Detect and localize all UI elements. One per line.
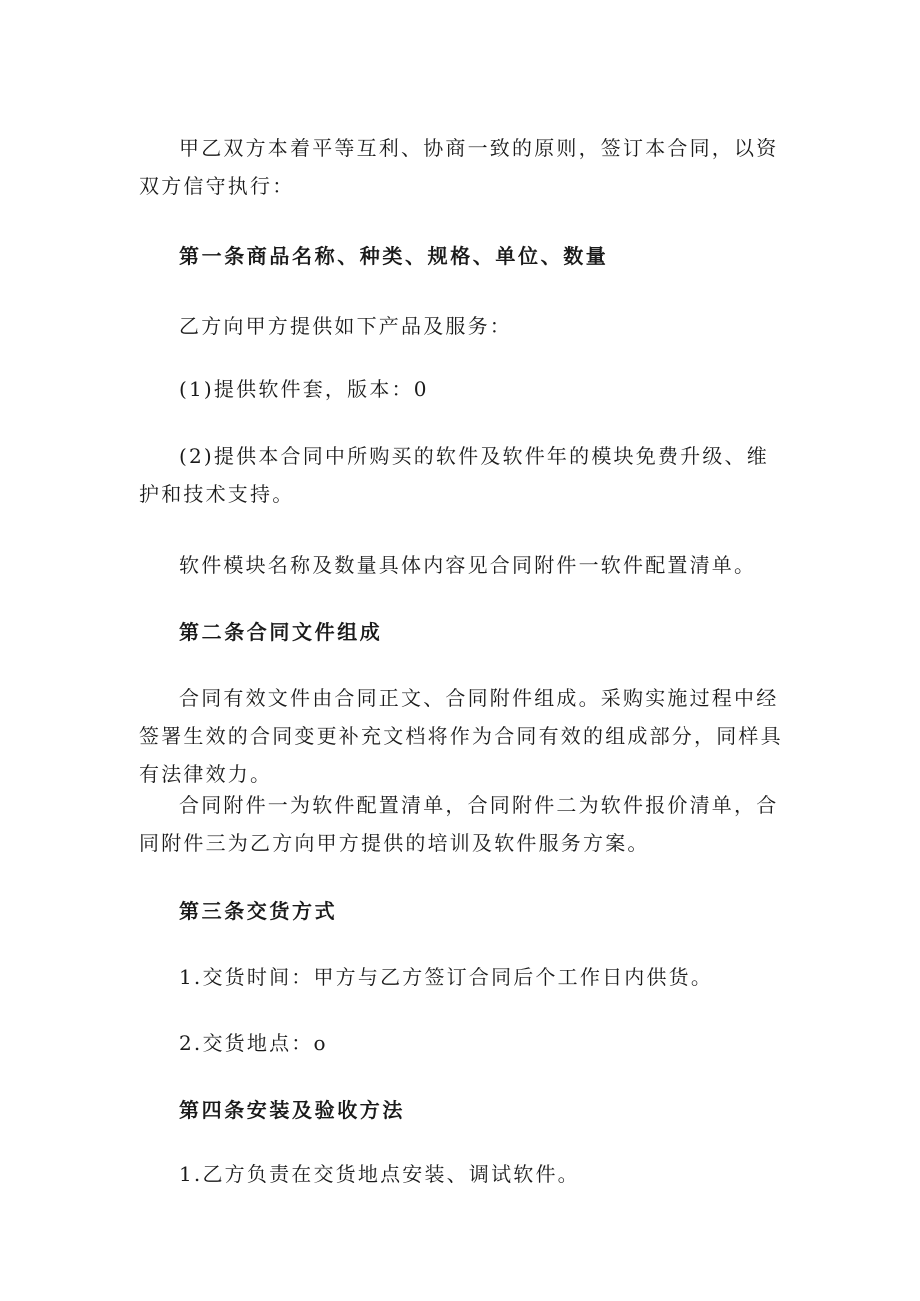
intro-paragraph: 甲乙双方本着平等互利、协商一致的原则，签订本合同，以资双方信守执行： (139, 136, 779, 198)
article-2-title: 第二条合同文件组成 (179, 620, 383, 644)
article-1-title: 第一条商品名称、种类、规格、单位、数量 (179, 244, 609, 268)
article-3-title: 第三条交货方式 (179, 899, 338, 923)
article-4-title: 第四条安装及验收方法 (179, 1098, 405, 1122)
article-3-item-1: 1.交货时间：甲方与乙方签订合同后个工作日内供货。 (179, 965, 714, 989)
article-1-item-2: (2)提供本合同中所购买的软件及软件年的模块免费升级、维护和技术支持。 (139, 444, 769, 506)
article-1-paragraph-1: 乙方向甲方提供如下产品及服务： (179, 314, 512, 338)
article-1-paragraph-2: 软件模块名称及数量具体内容见合同附件一软件配置清单。 (179, 553, 757, 577)
article-3-item-2: 2.交货地点：o (179, 1031, 328, 1055)
article-1-item-1: (1)提供软件套，版本：0 (179, 377, 429, 401)
article-2-paragraph-1: 合同有效文件由合同正文、合同附件组成。采购实施过程中经签署生效的合同变更补充文档将作为合同有效的组成部分，同样具有法律效力。 (139, 686, 783, 786)
article-4-item-1: 1.乙方负责在交货地点安装、调试软件。 (179, 1162, 580, 1186)
article-2-paragraph-2: 合同附件一为软件配置清单，合同附件二为软件报价清单，合同附件三为乙方向甲方提供的培训及软件服务方案。 (139, 793, 779, 855)
